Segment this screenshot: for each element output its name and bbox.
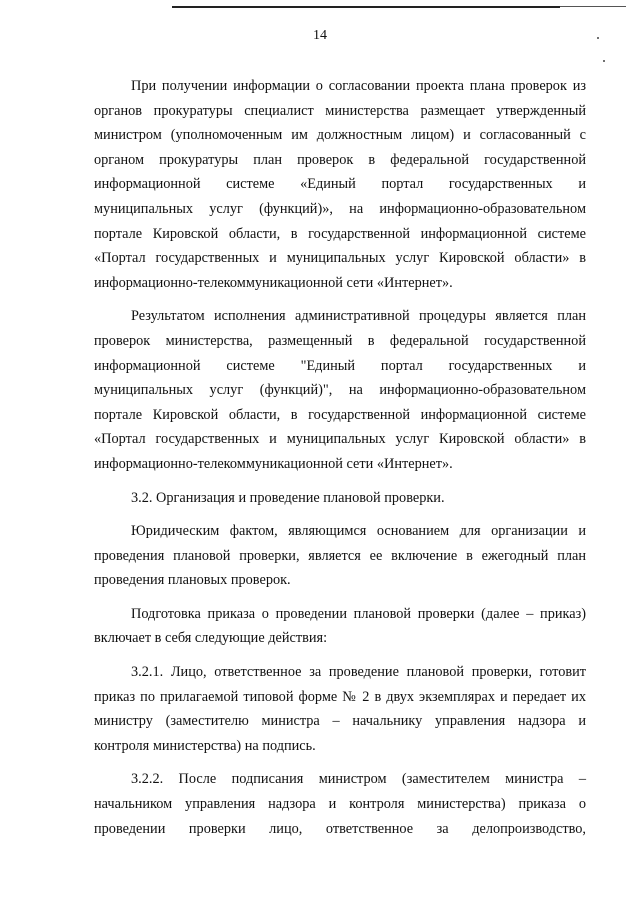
page-number: 14 (313, 28, 327, 43)
text-line: информационной системе "Единый портал государственных и (94, 357, 586, 374)
text-line: муниципальных услуг (функций)", на информационно-образовательном (94, 382, 586, 399)
text-line: органом прокуратуры план проверок в федеральной государственной (94, 151, 586, 168)
text-line: 3.2.2. После подписания министром (заместителем министра – (131, 771, 586, 788)
text-line: Юридическим фактом, являющимся основанием для организации и (131, 523, 586, 540)
paragraph-result (94, 304, 586, 476)
text-line: министром (уполномоченным им должностным лицом) и согласованный с (94, 127, 586, 144)
section-heading-3-2 (94, 486, 586, 511)
scan-speck (603, 60, 605, 62)
top-scan-rule-tail (560, 6, 626, 7)
text-line: Результатом исполнения административной процедуры является план (131, 308, 586, 325)
text-line: портале Кировской области, в государственной информационной системе (94, 406, 586, 423)
text-line: «Портал государственных и муниципальных услуг Кировской области» в (94, 431, 586, 448)
text-line: начальником управления надзора и контроля министерства) приказа о (94, 796, 586, 813)
paragraph-publication (94, 74, 586, 295)
paragraph-3-2-1 (94, 660, 586, 758)
text-line: министру (заместителю министра – начальнику управления надзора и (94, 713, 586, 730)
text-line: Подготовка приказа о проведении плановой проверки (далее – приказ) (131, 605, 586, 622)
text-line: информационной системе «Единый портал государственных и (94, 176, 586, 193)
text-line: муниципальных услуг (функций)», на информационно-образовательном (94, 200, 586, 217)
paragraph-3-2-2 (94, 767, 586, 841)
top-scan-rule (172, 6, 560, 8)
text-line: информационно-телекоммуникационной сети «Интернет». (94, 455, 453, 472)
text-line: проверок министерства, размещенный в федеральной государственной (94, 332, 586, 349)
text-line: портале Кировской области, в государственной информационной системе (94, 225, 586, 242)
text-line: 3.2. Организация и проведение плановой проверки. (131, 489, 445, 506)
text-line: включает в себя следующие действия: (94, 630, 328, 647)
paragraph-legal-fact (94, 519, 586, 593)
text-line: проведении проверки лицо, ответственное за делопроизводство, (94, 820, 586, 837)
text-line: информационно-телекоммуникационной сети «Интернет». (94, 274, 453, 291)
text-line: При получении информации о согласовании проекта плана проверок из (131, 78, 586, 94)
text-line: контроля министерства) на подпись. (94, 737, 316, 754)
paragraph-order-preparation (94, 602, 586, 651)
text-line: проведения плановых проверок. (94, 572, 291, 589)
text-line: «Портал государственных и муниципальных услуг Кировской области» в (94, 250, 586, 267)
text-line: приказ по прилагаемой типовой форме № 2 в двух экземплярах и передает их (94, 688, 586, 705)
text-line: органов прокуратуры специалист министерства размещает утвержденный (94, 102, 586, 119)
document-body (94, 74, 586, 841)
text-line: 3.2.1. Лицо, ответственное за проведение плановой проверки, готовит (131, 664, 586, 681)
text-line: проведения плановой проверки, является ее включение в ежегодный план (94, 547, 586, 564)
